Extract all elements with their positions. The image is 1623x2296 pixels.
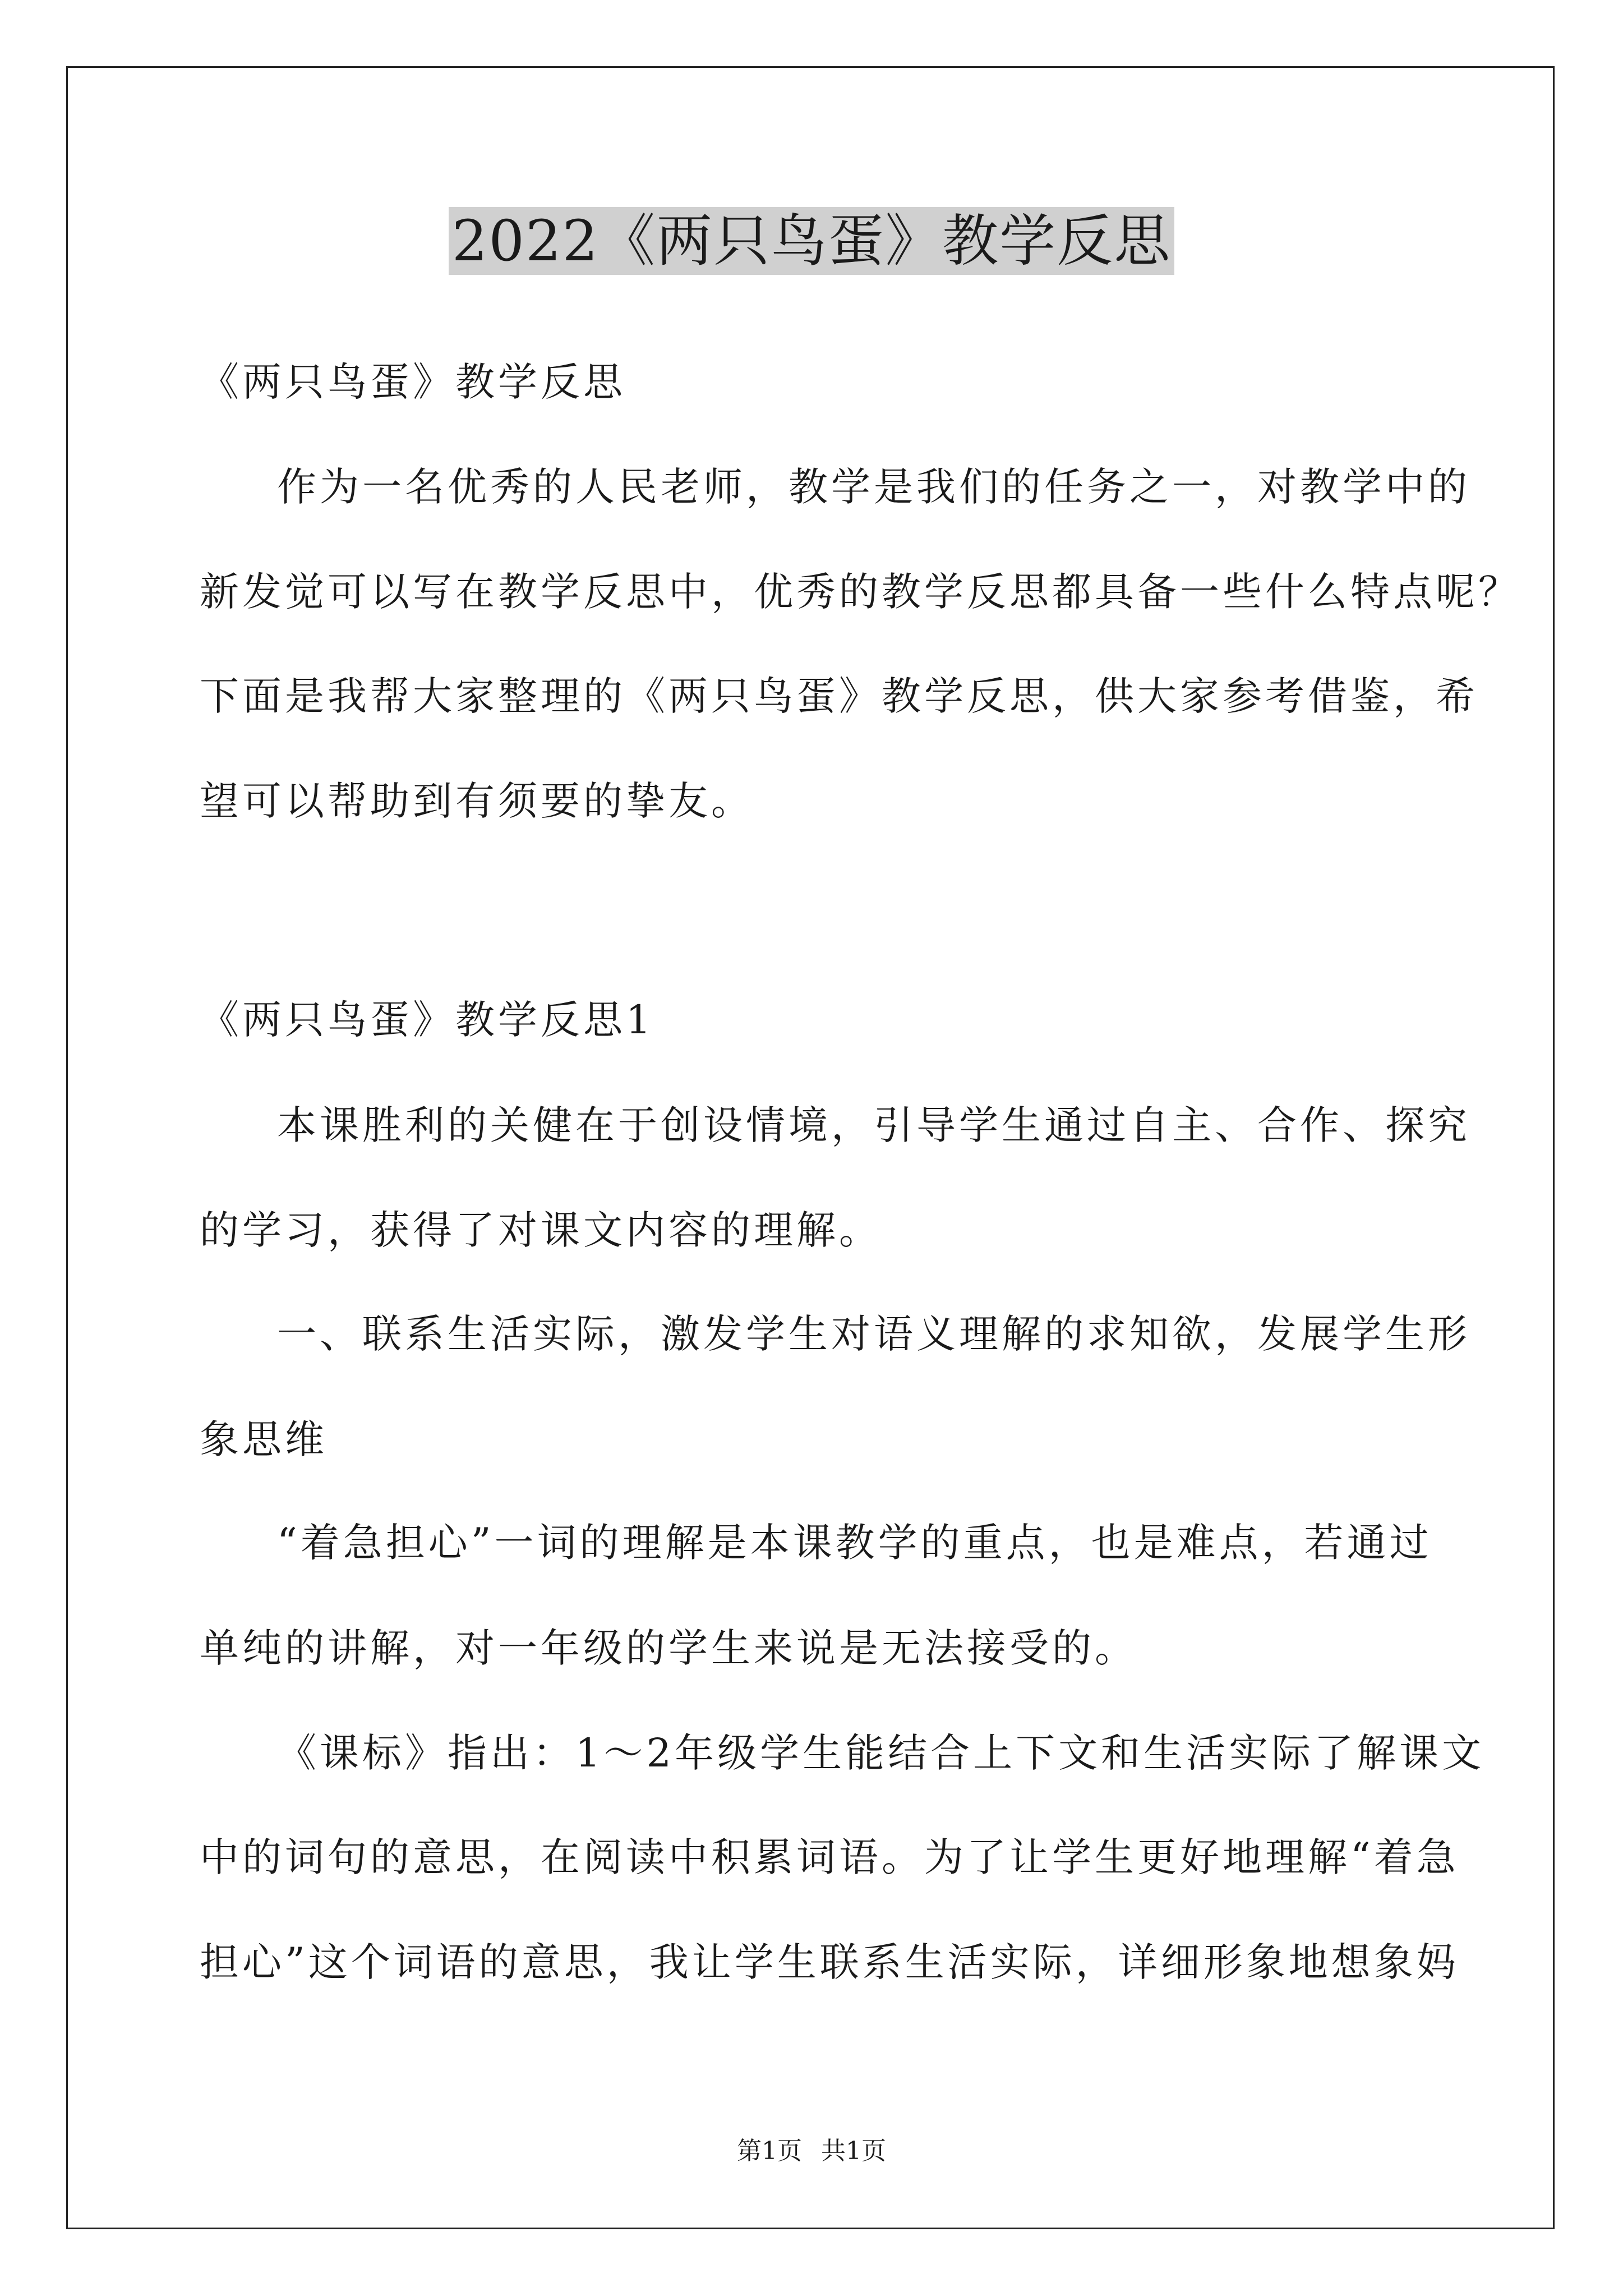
paragraph-line: 中的词句的意思，在阅读中积累词语。为了让学生更好地理解“着急 bbox=[200, 1834, 1459, 1880]
section-heading: 《两只鸟蛋》教学反思 bbox=[200, 359, 626, 405]
document-title-text: 2022《两只鸟蛋》教学反思 bbox=[449, 207, 1175, 275]
paragraph-line: 本课胜利的关健在于创设情境，引导学生通过自主、合作、探究 bbox=[277, 1102, 1470, 1148]
paragraph-line: “着急担心”一词的理解是本课教学的重点，也是难点，若通过 bbox=[277, 1520, 1432, 1566]
paragraph-line: 《课标》指出：1～2年级学生能结合上下文和生活实际了解课文 bbox=[277, 1730, 1485, 1776]
paragraph-line: 新发觉可以写在教学反思中，优秀的教学反思都具备一些什么特点呢？ bbox=[200, 569, 1521, 615]
page-footer: 第1页 共1页 bbox=[737, 2137, 886, 2165]
document-title bbox=[0, 203, 1623, 279]
paragraph-line: 望可以帮助到有须要的挚友。 bbox=[200, 778, 754, 824]
section-heading: 《两只鸟蛋》教学反思1 bbox=[200, 997, 654, 1043]
paragraph-line: 一、联系生活实际，激发学生对语义理解的求知欲，发展学生形 bbox=[277, 1311, 1470, 1357]
paragraph-line: 作为一名优秀的人民老师，教学是我们的任务之一，对教学中的 bbox=[277, 464, 1470, 510]
paragraph-line: 的学习，获得了对课文内容的理解。 bbox=[200, 1207, 882, 1253]
paragraph-line: 担心”这个词语的意思，我让学生联系生活实际，详细形象地想象妈 bbox=[200, 1939, 1459, 1985]
paragraph-line: 象思维 bbox=[200, 1416, 328, 1462]
paragraph-line: 单纯的讲解，对一年级的学生来说是无法接受的。 bbox=[200, 1625, 1137, 1671]
paragraph-line: 下面是我帮大家整理的《两只鸟蛋》教学反思，供大家参考借鉴，希 bbox=[200, 673, 1478, 719]
